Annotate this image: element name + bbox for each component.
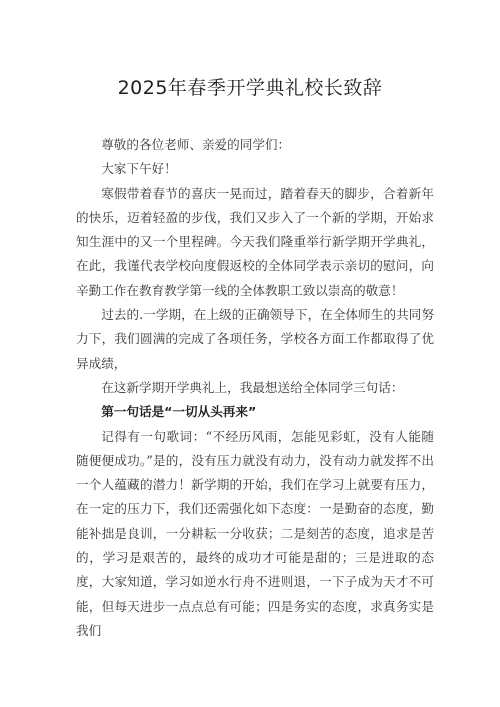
document-title: 2025年春季开学典礼校长致辞: [117, 77, 383, 99]
paragraph-opening: 寒假带着春节的喜庆一晃而过，踏着春天的脚步，合着新年的快乐，迈着轻盈的步伐，我们又步入了一个新的学期，开始求知生涯中的又一个里程碑。今天我们隆重举行新学期开学典礼，在此，我谨代表学校向度假返校的全体同学表示亲切的慰问，向辛勤工作在教育教学第一线的全体教职工致以崇高的敬意！: [76, 185, 434, 298]
paragraph-first-sentence: 记得有一句歌词：“不经历风雨，怎能见彩虹，没有人能随随便便成功。”是的，没有压力就没有动力，没有动力就发挥不出一个人蕴藏的潜力！新学期的开始，我们在学习上就要有压力，在一定的压力下，我们还需强化如下态度：一是勤奋的态度，勤能补拙是良训，一分耕耘一分收获；二是刻苦的态度，追求是苦的，学习是艰苦的，最终的成功才可能是甜的；三是进取的态度，大家知道，学习如逆水行舟不进则退，一下子成为天才不可能，但每天进步一点点总有可能；四是务实的态度，求真务实是我们: [76, 428, 434, 638]
paragraph-last-semester: 过去的.一学期，在上级的正确领导下，在全体师生的共同努力下，我们圆满的完成了各项任务，学校各方面工作都取得了优异成绩，: [76, 307, 434, 371]
section-heading-first: 第一句话是“一切从头再来”: [101, 404, 257, 420]
paragraph-three-sentences: 在这新学期开学典礼上，我最想送给全体同学三句话：: [101, 379, 404, 395]
document-body: [76, 133, 434, 643]
greeting: 大家下午好！: [101, 161, 177, 177]
salutation: 尊敬的各位老师、亲爱的同学们：: [101, 137, 291, 152]
